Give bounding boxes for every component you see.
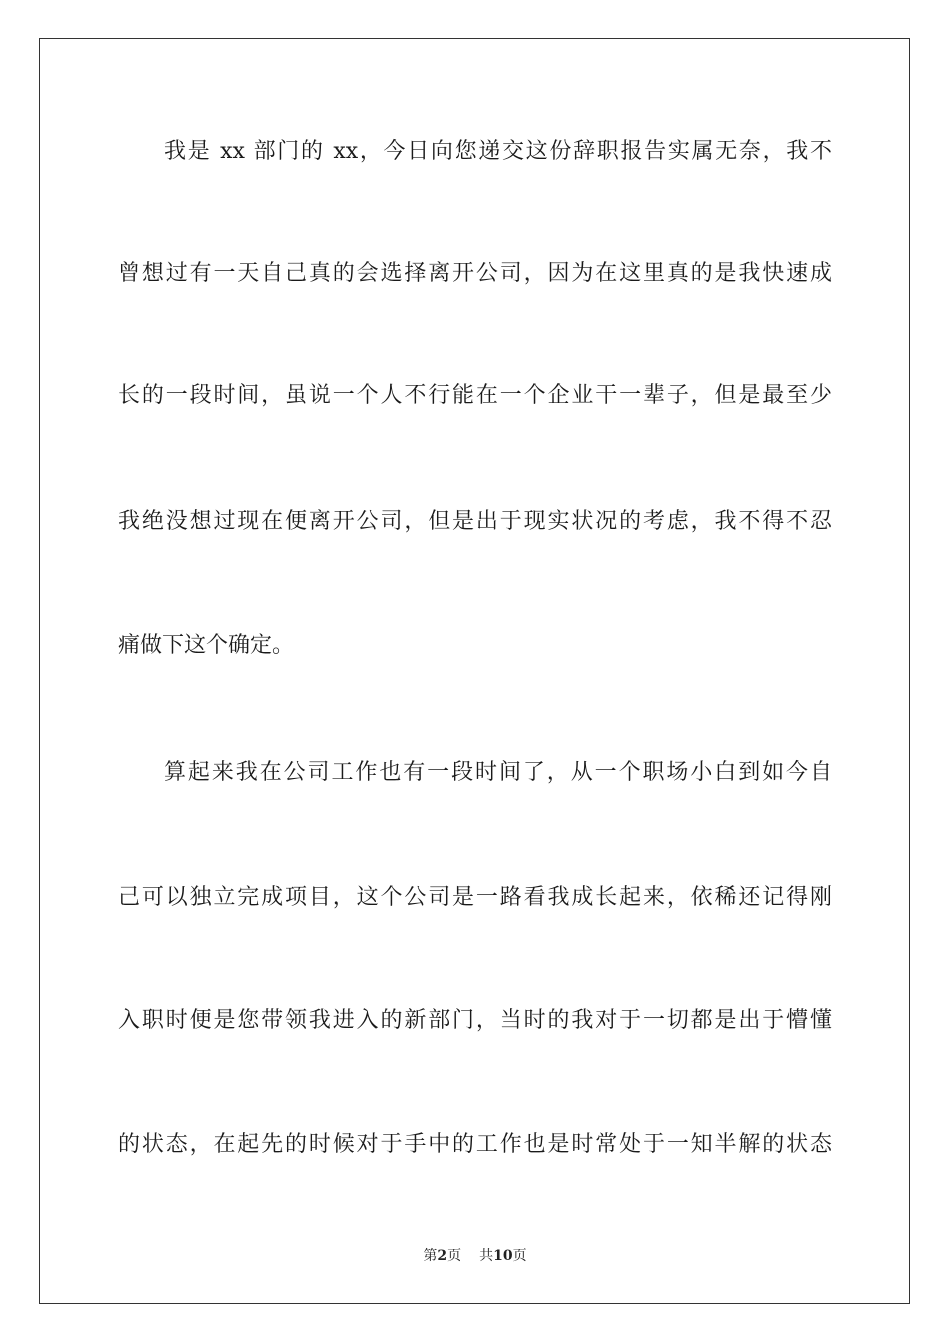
paragraph-line: 算起来我在公司工作也有一段时间了，从一个职场小白到如今自 — [164, 760, 832, 785]
paragraph-line: 痛做下这个确定。 — [118, 633, 295, 658]
paragraph-line: 己可以独立完成项目，这个公司是一路看我成长起来，依稀还记得刚 — [118, 885, 832, 910]
footer-page-suffix: 页 — [447, 1248, 462, 1264]
footer-page-number: 2 — [437, 1248, 448, 1264]
page-footer — [0, 1246, 950, 1266]
paragraph-line: 我绝没想过现在便离开公司，但是出于现实状况的考虑，我不得不忍 — [118, 509, 832, 534]
paragraph-line: 曾想过有一天自己真的会选择离开公司，因为在这里真的是我快速成 — [118, 261, 832, 286]
page-border — [39, 38, 910, 1304]
paragraph-line: 长的一段时间，虽说一个人不行能在一个企业干一辈子，但是最至少 — [118, 383, 832, 408]
footer-page-prefix: 第 — [423, 1248, 438, 1264]
paragraph-line: 入职时便是您带领我进入的新部门，当时的我对于一切都是出于懵懂 — [118, 1008, 832, 1033]
footer-total-suffix: 页 — [512, 1248, 527, 1264]
paragraph-line: 我是 xx 部门的 xx，今日向您递交这份辞职报告实属无奈，我不 — [164, 139, 832, 164]
footer-total-prefix: 共 — [479, 1248, 494, 1264]
paragraph-line: 的状态，在起先的时候对于手中的工作也是时常处于一知半解的状态 — [118, 1132, 832, 1157]
footer-total-pages: 10 — [493, 1248, 513, 1264]
